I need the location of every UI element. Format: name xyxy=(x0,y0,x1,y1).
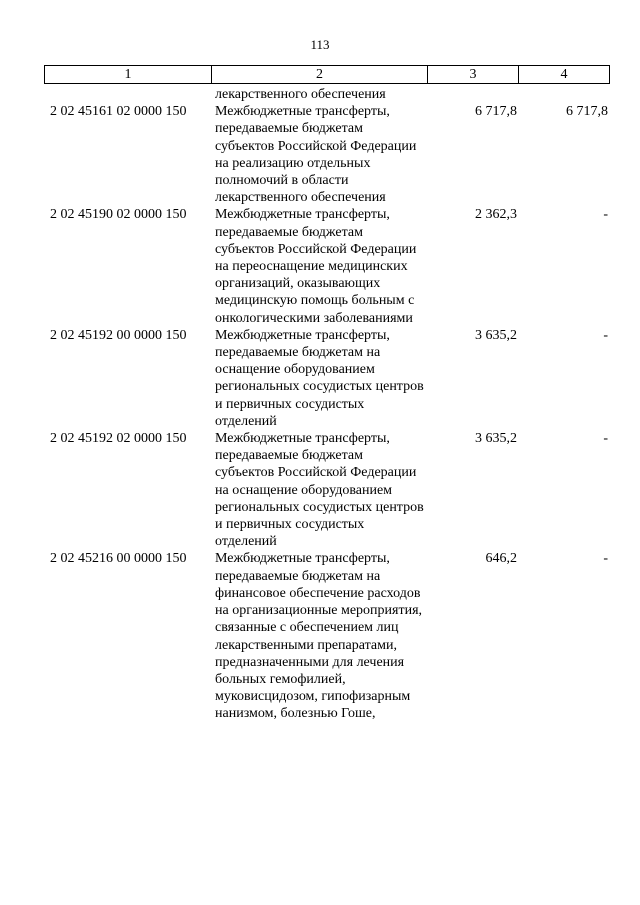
table-row xyxy=(44,206,610,326)
continuation-row xyxy=(44,86,610,103)
revenue-name: Межбюджетные трансферты, передаваемые бюджетам субъектов Российской Федерации на реализацию отдельных полномочий в области лекарственного обеспечения xyxy=(215,104,417,206)
page-number: 113 xyxy=(310,37,330,52)
amount-column-4: - xyxy=(603,431,608,447)
continuation-text: лекарственного обеспечения xyxy=(215,87,386,102)
amount-column-4: - xyxy=(603,327,608,343)
column-header-1: 1 xyxy=(45,66,212,83)
amount-column-4: 6 717,8 xyxy=(566,104,608,120)
amount-column-4: - xyxy=(603,551,608,567)
budget-code: 2 02 45161 02 0000 150 xyxy=(50,104,187,120)
budget-code: 2 02 45190 02 0000 150 xyxy=(50,207,187,223)
column-header-3: 3 xyxy=(428,66,519,83)
amount-column-3: 3 635,2 xyxy=(475,327,517,343)
column-header-2: 2 xyxy=(212,66,428,83)
revenue-name: Межбюджетные трансферты, передаваемые бюджетам на оснащение оборудованием региональных сосудистых центров и первичных сосудистых отделений xyxy=(215,327,424,429)
table-row xyxy=(44,327,610,430)
table-row xyxy=(44,430,610,550)
table-row xyxy=(44,103,610,206)
table-body xyxy=(44,86,610,723)
revenue-name: Межбюджетные трансферты, передаваемые бюджетам субъектов Российской Федерации на оснащение оборудованием региональных сосудистых центров и первичных сосудистых отделений xyxy=(215,431,424,550)
table-header-row xyxy=(44,65,610,84)
amount-column-3: 2 362,3 xyxy=(475,207,517,223)
amount-column-4: - xyxy=(603,207,608,223)
revenue-name: Межбюджетные трансферты, передаваемые бюджетам субъектов Российской Федерации на переоснащение медицинских организаций, оказывающих медицинскую помощь больным с онкологическими заболеваниями xyxy=(215,207,417,326)
budget-code: 2 02 45192 00 0000 150 xyxy=(50,327,187,343)
budget-code: 2 02 45192 02 0000 150 xyxy=(50,431,187,447)
amount-column-3: 646,2 xyxy=(485,551,517,567)
amount-column-3: 6 717,8 xyxy=(475,104,517,120)
column-header-4: 4 xyxy=(560,67,568,82)
budget-code: 2 02 45216 00 0000 150 xyxy=(50,551,187,567)
amount-column-3: 3 635,2 xyxy=(475,431,517,447)
table-row xyxy=(44,550,610,722)
revenue-name: Межбюджетные трансферты, передаваемые бюджетам на финансовое обеспечение расходов на организационные мероприятия, связанные с обеспечением лиц лекарственными препаратами, предназначенными для лечения больных гемофилией, муковисцидозом, гипофизарным нанизмом, болезнью Гоше, xyxy=(215,551,423,722)
